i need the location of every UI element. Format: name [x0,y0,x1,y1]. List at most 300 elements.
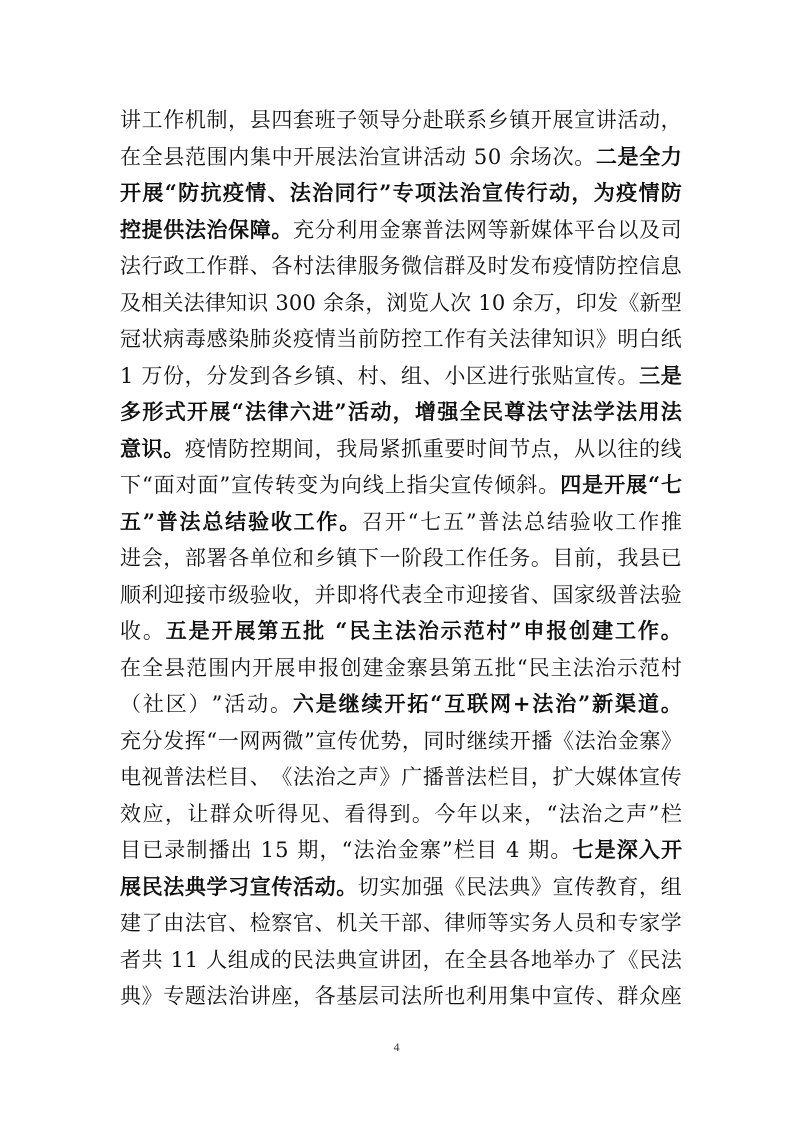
text-char: 斜 [516,473,538,497]
text-char: 讲 [249,984,271,1008]
text-char: 制 [206,108,228,132]
text-char: 团 [400,947,422,972]
text-char: 乡 [487,108,509,132]
text-char: 声 [626,801,648,826]
text-char: ， [164,801,186,826]
text-char: 治 [314,765,336,789]
text-char: ， [552,436,574,461]
text-char: 了 [141,911,163,935]
text-char: 继 [466,728,488,753]
text-char: 《 [271,765,293,789]
text-char: 两 [260,728,282,753]
text-char: 法 [574,728,596,753]
bold-text-char: 保 [228,216,250,242]
bold-text-char: 结 [225,508,247,534]
text-char: 播 [208,838,230,862]
text-char: 对 [175,473,197,497]
text-char: 播 [531,728,553,753]
text-char: 加 [401,874,423,899]
text-line [120,540,682,577]
text-char [520,832,527,869]
text-char: 电 [120,765,141,789]
text-char: 机 [184,108,206,132]
bold-text-char: 新 [592,691,614,716]
text-char: 镇 [509,108,531,132]
text-char: 份 [162,363,184,388]
text-char: 目 [552,546,574,570]
text-char: 开 [530,108,552,132]
bold-text-char: 法 [394,618,416,643]
text-char: 各 [509,947,531,972]
text-char: 县 [487,947,509,972]
text-char: 中 [530,984,552,1008]
text-char: 总 [524,509,546,534]
text-char [467,139,474,176]
text-char: 法 [401,984,423,1008]
text-char: 金 [397,838,419,862]
text-char: 、 [422,911,444,935]
text-char: 炎 [271,327,293,351]
text-char: 上 [384,473,406,497]
text-char: 余 [512,290,534,315]
text-char: 接 [184,582,206,607]
text-char: 信 [422,254,444,278]
text-char: 病 [163,327,185,351]
text-char: 治 [594,655,616,680]
text-char: 用 [357,217,379,242]
text-char: 从 [574,436,596,461]
text-char: 及 [466,254,487,278]
text-char: 。 [142,619,164,643]
text-char: ” [219,473,231,497]
text-char: 切 [357,874,379,899]
text-char: 控 [249,436,271,461]
text-char: 展 [314,144,336,169]
text-char [268,285,275,322]
bold-text-char: 报 [546,618,568,643]
text-char: 毒 [184,327,206,351]
text-char: 挥 [184,728,206,753]
text-char: 情 [206,436,228,461]
text-char: 办 [574,947,596,972]
bold-text-char: 供 [163,216,185,242]
text-char: 览 [407,290,429,315]
text-char: 应 [142,801,164,826]
text-char: 收 [120,619,141,643]
text-char: 作 [444,327,466,351]
text-char: 1 [260,838,274,862]
bold-text-char: 普 [156,508,178,534]
text-char: 署 [206,546,228,570]
text-char: “ [141,473,153,497]
text-char: 扩 [552,765,574,789]
text-char: 并 [314,582,336,607]
text-char: 集 [249,144,271,169]
text-char: 4 [505,838,520,862]
text-char: 知 [226,290,248,315]
text-char: 张 [530,363,552,388]
bold-text-char: 村 [486,618,508,643]
bold-text-char: ” [578,691,591,716]
text-char: 全 [142,655,164,680]
text-char: 传 [337,728,359,753]
text-char: 师 [466,911,487,935]
text-char: 利 [336,217,358,242]
bold-text-char: 治 [555,691,577,716]
text-char: 导 [379,108,401,132]
text-char: 工 [615,509,637,534]
text-char: 验 [660,582,682,607]
text-char: 栏 [660,801,682,826]
text-char: 的 [271,947,293,972]
text-char [290,832,297,869]
bold-text-char: 创 [569,618,591,643]
text-char: 之 [603,801,625,826]
text-char: 活 [423,144,445,169]
text-char: 、 [336,363,358,388]
text-char: 同 [423,728,445,753]
text-char: 代 [379,582,401,607]
text-char: 体 [552,217,574,242]
text-line [120,759,682,796]
text-char: ” [648,801,660,826]
text-char: 关 [162,290,184,315]
text-char: 栏 [453,838,475,862]
text-char: 余 [509,144,531,169]
text-char: 微 [282,728,304,753]
text-char: 迎 [466,582,487,607]
text-char: 人 [428,290,450,315]
text-char: 第 [450,655,472,680]
text-char: 充 [120,728,141,753]
text-char: ， [554,290,576,315]
bold-text-char: 行 [356,180,378,205]
text-char: 寨 [419,838,441,862]
text-char: 展 [274,655,296,680]
text-char: 浏 [386,290,408,315]
text-char: 万 [533,290,555,315]
text-char: 疫 [552,254,574,278]
text-char: 制 [186,838,208,862]
text-char: 识 [574,327,596,351]
bold-text-char: 作 [316,508,338,534]
text-char: 动 [639,108,660,132]
bold-text-char: 收 [270,508,292,534]
text-char [502,139,509,176]
text-char: 》 [141,984,163,1008]
text-char: 典 [336,947,357,972]
text-char: 法 [183,290,205,315]
text-line [120,175,682,212]
text-char: 举 [552,947,574,972]
bold-text-char: 法 [179,508,201,534]
text-char: 律 [444,911,466,935]
text-char: 员 [574,911,596,935]
text-char: 法 [466,765,487,789]
text-char: 普 [617,582,639,607]
bold-text-char: 疫 [222,180,244,205]
text-char [505,285,512,322]
text-char: 大 [574,765,596,789]
bold-text-char: 渠 [615,691,637,716]
text-char: 集 [509,984,531,1008]
page-number: 4 [393,1040,400,1054]
text-char: 倾 [494,473,516,497]
text-char: 法 [336,144,358,169]
text-char: 司 [379,984,401,1008]
bold-text-char: 活 [347,399,369,424]
text-char: 发 [509,254,531,278]
text-char: 范 [638,655,660,680]
text-char: 《 [617,947,639,972]
bold-text-char: 展 [234,618,256,643]
text-char: 让 [187,801,209,826]
text-char: 已 [660,546,682,570]
text-char: 接 [487,582,509,607]
text-char: 。 [269,692,291,716]
bold-text-char: 法 [532,691,554,716]
bold-text-char: 续 [361,691,383,716]
text-char: 共 [141,947,163,972]
text-char: 动 [444,144,466,169]
text-char [163,942,170,979]
bold-text-char: 是 [188,618,210,643]
text-char: 分 [401,108,423,132]
text-line [120,869,682,906]
text-char: 市 [444,582,466,607]
text-char [253,832,260,869]
text-char: 1 [120,363,134,388]
text-char: 声 [357,765,379,789]
text-line [120,978,682,1015]
text-char: 3 [275,290,289,315]
text-char: 信 [639,254,660,278]
text-char: 平 [574,217,596,242]
text-char: 社 [142,692,164,716]
text-char: ， [184,363,206,388]
text-char: 0 [491,290,506,315]
text-char: 工 [184,254,206,278]
text-char: 寨 [406,655,428,680]
text-char: 《 [444,874,466,899]
bold-text-char: 用 [638,399,660,424]
text-char: 宣 [315,728,337,753]
text-char: 机 [336,911,358,935]
text-char: 传 [472,473,494,497]
text-char: 工 [141,108,163,132]
text-char: ， [228,108,250,132]
bold-text-char: 进 [312,399,334,424]
text-char: 专 [163,984,185,1008]
text-char: 媒 [530,217,552,242]
text-char: 法 [501,509,523,534]
bold-text-char: 动 [314,873,336,899]
text-char: 工 [422,327,444,351]
text-char: 进 [120,546,141,570]
text-char: ， [639,874,660,899]
text-char: 行 [141,254,163,278]
text-char: 防 [228,436,250,461]
text-char: 前 [357,327,379,351]
text-line [120,467,682,504]
text-char: ” [465,509,477,534]
text-char: 以 [595,436,617,461]
text-char: 阶 [401,546,423,570]
text-char: 抓 [401,436,423,461]
bold-text-char: 五 [165,618,187,643]
text-char: 1 [184,947,199,972]
text-char: 群 [228,254,250,278]
text-char: 地 [530,947,552,972]
text-char: 了 [595,947,617,972]
text-char: 市 [206,582,228,607]
bold-text-char: 入 [638,837,660,862]
text-char: 场 [530,144,552,169]
text-char: 、 [322,801,344,826]
text-char: 报 [318,655,340,680]
text-char: 次 [552,144,574,169]
bold-text-char: 守 [549,399,571,424]
text-char: ” [304,728,315,753]
bold-text-char: 民 [482,399,504,424]
text-char: 开 [384,509,406,534]
text-line [120,102,682,139]
text-char: ， [319,838,341,862]
text-char: 充 [293,217,314,242]
text-char: 、 [314,911,336,935]
text-char: 网 [466,217,487,242]
text-char: 学 [660,911,682,935]
text-char: 目 [509,765,531,789]
bold-text-char: 为 [593,180,615,205]
bold-text-char: 展 [626,472,647,497]
text-char: 宣 [552,874,574,899]
text-char: 一 [217,728,239,753]
bold-text-char: 六 [289,399,311,424]
text-char: 和 [595,911,617,935]
text-char: 全 [141,144,163,169]
text-char: 收 [271,582,293,607]
bold-text-char: 项 [415,180,436,205]
text-char: 人 [206,947,228,972]
text-char: ” [211,692,223,716]
bold-text-char: 道 [637,691,659,716]
text-char: 法 [206,984,228,1008]
text-char: 干 [379,911,401,935]
bold-text-char: “ [335,618,348,643]
bold-text-char: 民 [141,873,163,899]
bold-text-char: 六 [292,691,314,716]
text-char: 任 [487,546,509,570]
text-char: 金 [379,217,401,242]
text-char: 子 [336,108,358,132]
text-char: 关 [357,911,379,935]
text-char: 防 [595,254,617,278]
text-char: 县 [163,144,185,169]
text-char: 五 [443,509,465,534]
bold-text-char: 批 [303,618,325,643]
text-char: 创 [340,655,362,680]
text-char: 法 [120,254,141,278]
text-char: 在 [444,947,466,972]
bold-text-char: 障 [249,216,271,242]
text-char: ， [660,108,682,132]
bold-text-char: 展 [142,180,164,205]
text-char: 发 [597,290,619,315]
text-char: 用 [487,984,509,1008]
text-char: 在 [120,655,141,680]
bold-text-char: 意 [120,435,141,461]
text-char: 、 [422,363,444,388]
text-char: 、 [530,582,552,607]
bold-text-char: 总 [202,508,224,534]
text-char: 政 [163,254,185,278]
bold-text-char: 是 [582,472,604,497]
text-char: 寨 [401,217,423,242]
bold-text-char: 工 [293,508,315,534]
text-char: 民 [528,655,550,680]
text-char: 指 [406,473,428,497]
bold-text-char: 增 [415,399,436,424]
text-char: 到 [249,363,271,388]
text-char: 范 [184,144,206,169]
bold-text-char: 法 [571,399,593,424]
bold-text-char: 工 [614,618,636,643]
text-char: 节 [509,436,531,461]
text-char: 组 [660,874,682,899]
text-char: 点 [530,436,552,461]
text-char: 万 [141,363,163,388]
text-char: 作 [466,546,487,570]
bold-text-char: 典 [184,873,206,899]
text-char: 。 [574,144,596,169]
text-char [316,285,323,322]
text-char: 部 [401,911,423,935]
text-char: 传 [253,473,275,497]
bold-text-char: 法 [245,399,267,424]
text-line [120,504,682,541]
bold-text-char: 建 [592,618,614,643]
text-char: 乡 [292,363,314,388]
text-char: ” [442,838,453,862]
text-char: 段 [422,546,444,570]
text-char: 法 [353,838,375,862]
bold-text-char: 是 [594,837,616,862]
text-char: 会 [141,546,163,570]
text-char: 家 [574,582,596,607]
text-char: 》 [379,765,401,789]
text-line [120,723,682,760]
bold-text-char: “ [647,472,661,497]
text-char: 察 [271,911,293,935]
text-char: 。 [617,363,639,388]
text-char: 工 [444,546,466,570]
text-char: 结 [546,509,568,534]
text-char: 即 [336,582,358,607]
text-line [120,796,682,833]
bold-text-char: ， [392,399,414,424]
text-char: 效 [120,801,141,826]
text-char: 治 [375,838,397,862]
text-char: 0 [288,290,303,315]
bold-text-char: 治 [206,216,228,242]
text-char: 群 [209,801,231,826]
text-char: ， [422,947,444,972]
text-char: 及 [639,217,660,242]
text-char: 1 [478,290,492,315]
text-char: 县 [428,655,450,680]
text-char: 次 [450,290,472,315]
